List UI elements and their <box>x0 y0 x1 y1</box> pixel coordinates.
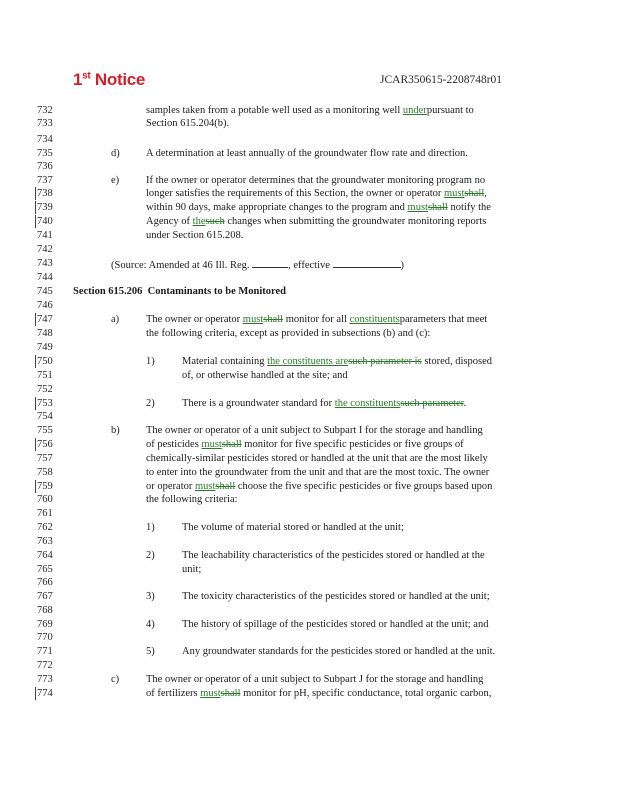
line-739: within 90 days, make appropriate changes to the program and mustshall notify the <box>146 202 491 213</box>
line-number: 761 <box>37 508 53 519</box>
line-number: 750 <box>35 355 65 368</box>
line-number: 732 <box>37 105 53 116</box>
line-number: 764 <box>37 550 53 561</box>
label-b: b) <box>111 425 120 436</box>
line-748: the following criteria, except as provided in subsections (b) and (c): <box>146 328 431 339</box>
line-number: 751 <box>37 370 53 381</box>
line-number: 763 <box>37 536 53 547</box>
line-735: A determination at least annually of the groundwater flow rate and direction. <box>146 148 468 159</box>
line-number: 771 <box>37 646 53 657</box>
line-number: 760 <box>37 494 53 505</box>
source-note: (Source: Amended at 46 Ill. Reg. , effective ) <box>111 257 404 272</box>
line-number: 755 <box>37 425 53 436</box>
line-number: 765 <box>37 564 53 575</box>
line-number: 749 <box>37 342 53 353</box>
line-number: 753 <box>35 397 65 410</box>
line-757: chemically-similar pesticides stored or handled at the unit that are the most likely <box>146 453 488 464</box>
document-id: JCAR350615-2208748r01 <box>380 74 503 86</box>
line-759: or operator mustshall choose the five specific pesticides or five groups based upon <box>146 481 493 492</box>
line-number: 745 <box>37 286 53 297</box>
label-a1: 1) <box>146 356 155 367</box>
line-number: 759 <box>35 480 65 493</box>
line-number: 741 <box>37 230 53 241</box>
line-number: 742 <box>37 244 53 255</box>
line-number: 770 <box>37 632 53 643</box>
line-number: 740 <box>35 215 65 228</box>
line-number: 738 <box>35 187 65 200</box>
line-number: 754 <box>37 411 53 422</box>
label-d: d) <box>111 148 120 159</box>
line-number: 743 <box>37 258 53 269</box>
label-e: e) <box>111 175 120 186</box>
line-number: 737 <box>37 175 53 186</box>
line-753: There is a groundwater standard for the constituentssuch parameter. <box>182 398 467 409</box>
line-765: unit; <box>182 564 202 575</box>
line-767: The toxicity characteristics of the pesticides stored or handled at the unit; <box>182 591 490 602</box>
label-a2: 2) <box>146 398 155 409</box>
label-a: a) <box>111 314 120 325</box>
line-number: 734 <box>37 134 53 145</box>
label-b5: 5) <box>146 646 155 657</box>
line-number: 746 <box>37 300 53 311</box>
line-756: of pesticides mustshall monitor for five specific pesticides or five groups of <box>146 439 464 450</box>
line-773: The owner or operator of a unit subject to Subpart J for the storage and handling <box>146 674 484 685</box>
line-number: 736 <box>37 161 53 172</box>
line-number: 758 <box>37 467 53 478</box>
blank-reg <box>252 257 288 268</box>
line-number: 733 <box>37 118 53 129</box>
line-758: to enter into the groundwater from the unit and that are the most toxic. The owner <box>146 467 490 478</box>
line-number: 747 <box>35 313 65 326</box>
line-number: 768 <box>37 605 53 616</box>
line-741: under Section 615.208. <box>146 230 244 241</box>
line-737: If the owner or operator determines that the groundwater monitoring program no <box>146 175 486 186</box>
line-number: 756 <box>35 438 65 451</box>
line-764: The leachability characteristics of the pesticides stored or handled at the <box>182 550 485 561</box>
blank-effective <box>333 257 401 268</box>
line-number: 769 <box>37 619 53 630</box>
line-number: 766 <box>37 577 53 588</box>
label-b1: 1) <box>146 522 155 533</box>
line-774: of fertilizers mustshall monitor for pH, specific conductance, total organic carbon, <box>146 688 492 699</box>
label-b3: 3) <box>146 591 155 602</box>
label-b2: 2) <box>146 550 155 561</box>
section-heading: Section 615.206 Contaminants to be Monitored <box>73 286 287 297</box>
line-number: 762 <box>37 522 53 533</box>
line-750: Material containing the constituents aresuch parameter is stored, disposed <box>182 356 492 367</box>
line-number: 773 <box>37 674 53 685</box>
line-732: samples taken from a potable well used as a monitoring well underpursuant to <box>146 105 474 116</box>
line-number: 735 <box>37 148 53 159</box>
line-740: Agency of thesuch changes when submitting the groundwater monitoring reports <box>146 216 487 227</box>
line-771: Any groundwater standards for the pesticides stored or handled at the unit. <box>182 646 496 657</box>
line-number: 744 <box>37 272 53 283</box>
line-751: of, or otherwise handled at the site; and <box>182 370 348 381</box>
line-755: The owner or operator of a unit subject to Subpart I for the storage and handling <box>146 425 483 436</box>
line-762: The volume of material stored or handled at the unit; <box>182 522 404 533</box>
line-747: The owner or operator mustshall monitor for all constituentsparameters that meet <box>146 314 488 325</box>
line-number: 739 <box>35 201 65 214</box>
line-733: Section 615.204(b). <box>146 118 230 129</box>
line-769: The history of spillage of the pesticides stored or handled at the unit; and <box>182 619 489 630</box>
line-number: 748 <box>37 328 53 339</box>
line-738: longer satisfies the requirements of this Section, the owner or operator mustshall, <box>146 188 487 199</box>
line-number: 772 <box>37 660 53 671</box>
line-number: 767 <box>37 591 53 602</box>
line-number: 774 <box>35 687 65 700</box>
line-number: 752 <box>37 384 53 395</box>
line-number: 757 <box>37 453 53 464</box>
line-760: the following criteria: <box>146 494 238 505</box>
label-b4: 4) <box>146 619 155 630</box>
notice-heading: 1st Notice <box>73 70 146 89</box>
label-c: c) <box>111 674 120 685</box>
